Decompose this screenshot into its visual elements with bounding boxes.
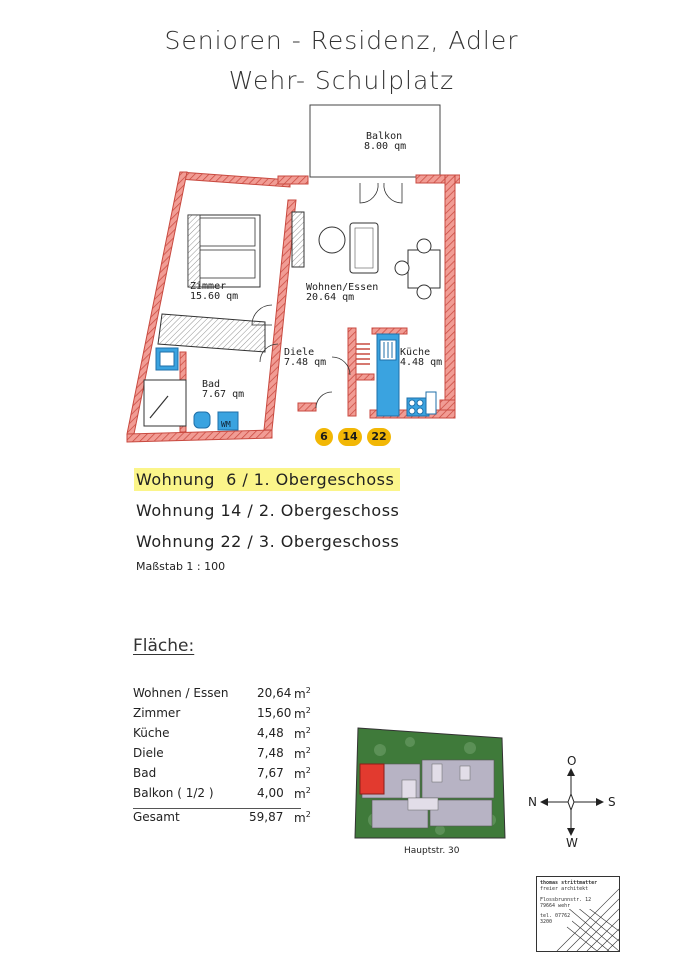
wall-interior [264, 200, 296, 430]
wall-top-left [179, 172, 290, 187]
compass-north: O [567, 754, 577, 768]
area-row: Balkon ( 1/2 ) 4,00 $m^2$ [133, 786, 311, 801]
room-diele: Diele 7.48 qm [284, 347, 327, 368]
dining-table [408, 250, 440, 288]
architect-stamp: thomas strittmatter freier architekt Flossbrunnstr. 12 79664 wehr tel. 07762 3200 [536, 876, 620, 952]
toilet [194, 412, 210, 428]
area-total-row: Gesamt 59,87 $m^2$ [133, 810, 311, 825]
room-zimmer: Zimmer 15.60 qm [190, 281, 239, 302]
compass-west: N [528, 795, 537, 809]
room-kueche: Küche 4.48 qm [400, 347, 443, 368]
area-row: Diele 7,48 $m^2$ [133, 746, 311, 761]
compass [538, 764, 608, 844]
header-title-line1: Senioren - Residenz, Adler [164, 26, 519, 55]
area-row: Bad 7,67 $m^2$ [133, 766, 311, 781]
area-row: Zimmer 15,60 $m^2$ [133, 706, 311, 721]
area-table-divider [133, 808, 301, 809]
unit-line-1: Wohnung 6 / 1. Obergeschoss [136, 470, 400, 489]
header-title-line2: Wehr- Schulplatz [228, 66, 455, 95]
unit-marker-14: 14 [338, 428, 362, 446]
area-table [133, 686, 313, 830]
room-balkon: Balkon 8.00 qm [364, 131, 407, 152]
area-row: Wohnen / Essen 20,64 $m^2$ [133, 686, 311, 701]
room-bad: Bad 7.67 qm [202, 379, 245, 400]
site-plan [350, 720, 510, 846]
unit-line-2: Wohnung 14 / 2. Obergeschoss [136, 501, 400, 520]
wm-label: WM [221, 420, 231, 429]
unit-marker-22: 22 [367, 428, 391, 446]
area-heading: Fläche: [133, 636, 195, 656]
scale-label: Maßstab 1 : 100 [136, 560, 226, 573]
floor-plan [120, 100, 460, 460]
room-wohnen: Wohnen/Essen 20.64 qm [306, 282, 379, 303]
area-row: Küche 4,48 $m^2$ [133, 726, 311, 741]
unit-line-3: Wohnung 22 / 3. Obergeschoss [136, 532, 400, 551]
round-table [319, 227, 345, 253]
shower [144, 380, 186, 426]
street-label: Hauptstr. 30 [404, 846, 460, 856]
compass-south: W [566, 836, 578, 850]
unit-marker-6: 6 [315, 428, 333, 446]
site-plan-unit [360, 764, 384, 794]
shelf [292, 212, 304, 267]
compass-east: S [608, 795, 616, 809]
